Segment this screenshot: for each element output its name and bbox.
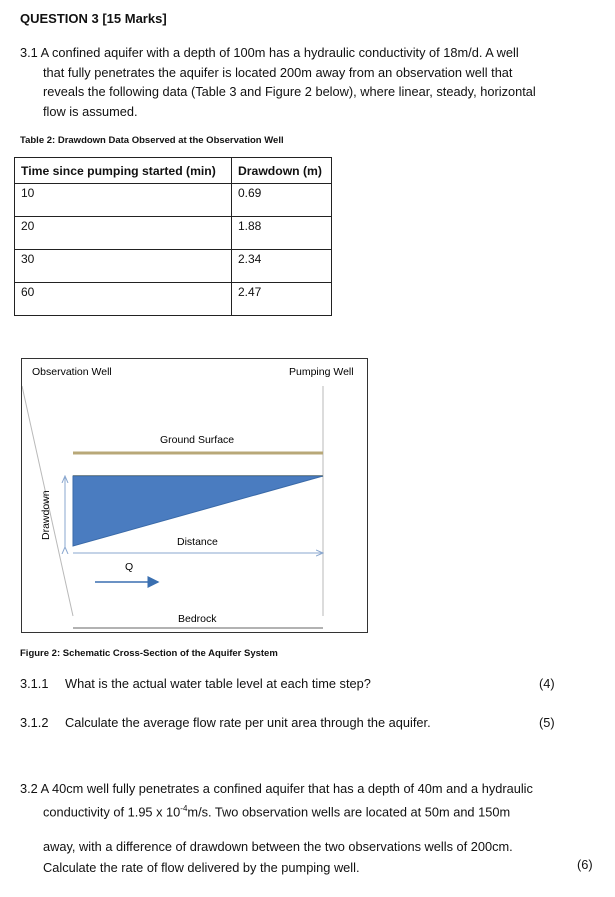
question-3-2 bbox=[20, 779, 580, 821]
time-cell: 10 bbox=[15, 184, 232, 217]
ground-surface-label: Ground Surface bbox=[160, 434, 235, 446]
time-cell: 60 bbox=[15, 283, 232, 316]
q311-number: 3.1.1 bbox=[20, 676, 49, 691]
q32-line-1: 3.2 A 40cm well fully penetrates a confined aquifer that has a depth of 40m and a hydraulic bbox=[20, 781, 533, 796]
q312-number: 3.1.2 bbox=[20, 715, 49, 730]
q312-marks: (5) bbox=[539, 715, 555, 730]
drawdown-table bbox=[14, 157, 332, 316]
header-time: Time since pumping started (min) bbox=[15, 158, 232, 184]
figure-caption: Figure 2: Schematic Cross-Section of the Aquifer System bbox=[20, 648, 278, 659]
q311-text: What is the actual water table level at each time step? bbox=[65, 676, 371, 691]
drawdown-cell: 0.69 bbox=[232, 184, 332, 217]
bedrock-label: Bedrock bbox=[178, 613, 217, 625]
q311-marks: (4) bbox=[539, 676, 555, 691]
table-row bbox=[15, 283, 332, 316]
table-row bbox=[15, 184, 332, 217]
drawdown-cell: 2.34 bbox=[232, 250, 332, 283]
table-header-row bbox=[15, 158, 332, 184]
q32-line-2 bbox=[20, 799, 580, 822]
aquifer-figure bbox=[21, 358, 368, 633]
header-drawdown: Drawdown (m) bbox=[232, 158, 332, 184]
time-cell: 20 bbox=[15, 217, 232, 250]
q32-line-2-a: conductivity of 1.95 x 10 bbox=[43, 803, 181, 819]
question-3-2-cont bbox=[43, 836, 603, 878]
flow-q-label: Q bbox=[125, 561, 134, 573]
table-caption: Table 2: Drawdown Data Observed at the Observation Well bbox=[20, 135, 284, 146]
pumping-well-label: Pumping Well bbox=[289, 366, 354, 378]
q32-exponent: -4 bbox=[180, 803, 188, 813]
observation-well-label: Observation Well bbox=[32, 366, 112, 378]
q32-line-4: Calculate the rate of flow delivered by the pumping well. bbox=[43, 860, 360, 875]
q31-line-4: flow is assumed. bbox=[43, 103, 138, 119]
table-row bbox=[15, 217, 332, 250]
table-row bbox=[15, 250, 332, 283]
q32-line-2-b: m/s. Two observation wells are located at 50m and 150m bbox=[187, 803, 511, 819]
q31-line-2: that fully penetrates the aquifer is located 200m away from an observation well that bbox=[43, 64, 513, 80]
distance-label: Distance bbox=[177, 536, 218, 548]
drawdown-cell: 2.47 bbox=[232, 283, 332, 316]
drawdown-cell: 1.88 bbox=[232, 217, 332, 250]
q31-line-3: reveals the following data (Table 3 and Figure 2 below), where linear, steady, horizontal bbox=[43, 84, 536, 99]
drawdown-label: Drawdown bbox=[40, 490, 52, 540]
question-title: QUESTION 3 [15 Marks] bbox=[20, 11, 167, 26]
q32-line-3: away, with a difference of drawdown between the two observations wells of 200cm. bbox=[43, 839, 513, 854]
question-3-1 bbox=[20, 43, 580, 121]
q31-line-1: 3.1 A confined aquifer with a depth of 100m has a hydraulic conductivity of 18m/d. A well bbox=[20, 45, 519, 60]
time-cell: 30 bbox=[15, 250, 232, 283]
q32-marks: (6) bbox=[577, 857, 593, 872]
q312-text: Calculate the average flow rate per unit area through the aquifer. bbox=[65, 715, 431, 730]
